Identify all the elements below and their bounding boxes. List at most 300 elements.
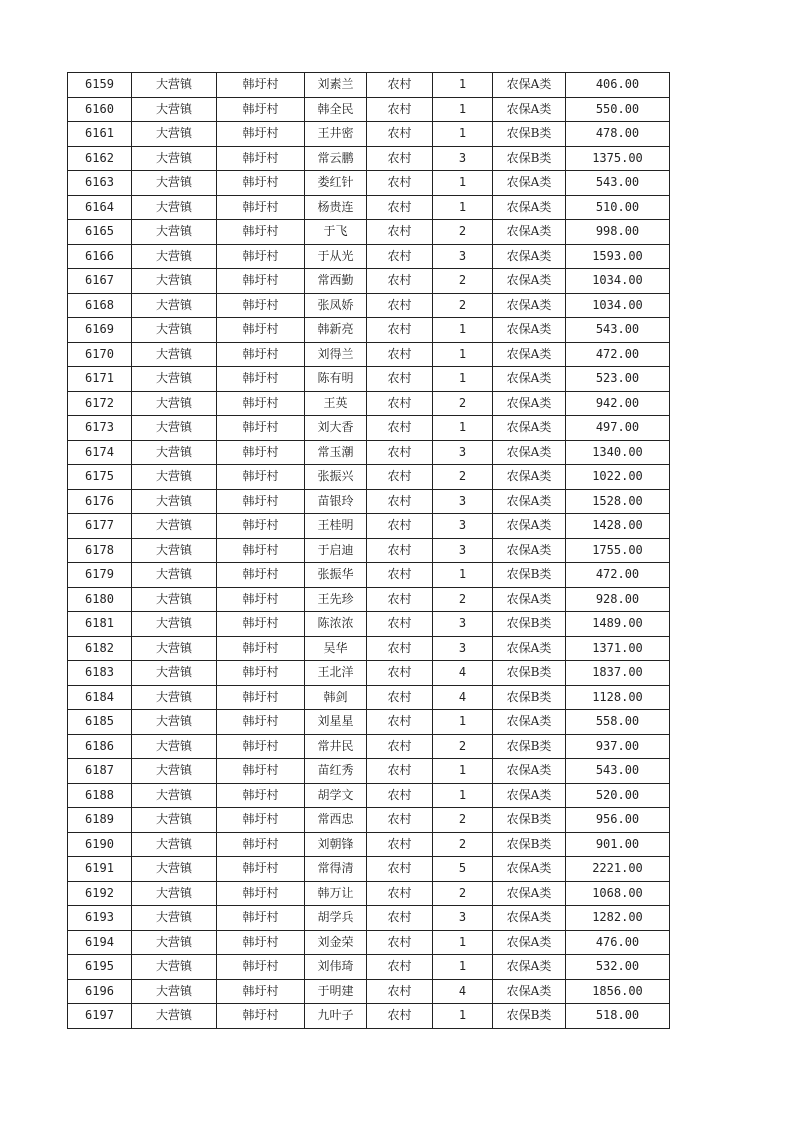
cell-person-name: 韩全民 bbox=[305, 97, 367, 122]
cell-area-type: 农村 bbox=[367, 538, 433, 563]
table-row bbox=[68, 269, 670, 294]
cell-person-name: 于从光 bbox=[305, 244, 367, 269]
cell-household-count: 1 bbox=[433, 416, 493, 441]
table-row bbox=[68, 514, 670, 539]
cell-amount: 520.00 bbox=[566, 783, 670, 808]
cell-amount: 1282.00 bbox=[566, 906, 670, 931]
cell-household-count: 1 bbox=[433, 367, 493, 392]
cell-serial-number: 6163 bbox=[68, 171, 132, 196]
table-row bbox=[68, 734, 670, 759]
cell-household-count: 2 bbox=[433, 808, 493, 833]
cell-insurance-category: 农保A类 bbox=[493, 391, 566, 416]
cell-serial-number: 6177 bbox=[68, 514, 132, 539]
cell-town: 大营镇 bbox=[132, 734, 217, 759]
cell-insurance-category: 农保B类 bbox=[493, 685, 566, 710]
cell-village: 韩圩村 bbox=[217, 269, 305, 294]
cell-area-type: 农村 bbox=[367, 1004, 433, 1029]
cell-area-type: 农村 bbox=[367, 391, 433, 416]
table-row bbox=[68, 857, 670, 882]
cell-amount: 901.00 bbox=[566, 832, 670, 857]
cell-area-type: 农村 bbox=[367, 367, 433, 392]
cell-town: 大营镇 bbox=[132, 930, 217, 955]
cell-area-type: 农村 bbox=[367, 783, 433, 808]
cell-area-type: 农村 bbox=[367, 171, 433, 196]
table-row bbox=[68, 293, 670, 318]
cell-serial-number: 6183 bbox=[68, 661, 132, 686]
cell-town: 大营镇 bbox=[132, 710, 217, 735]
cell-person-name: 陈浓浓 bbox=[305, 612, 367, 637]
cell-person-name: 刘星星 bbox=[305, 710, 367, 735]
cell-insurance-category: 农保B类 bbox=[493, 808, 566, 833]
cell-serial-number: 6167 bbox=[68, 269, 132, 294]
table-row bbox=[68, 783, 670, 808]
cell-insurance-category: 农保A类 bbox=[493, 514, 566, 539]
cell-town: 大营镇 bbox=[132, 269, 217, 294]
cell-household-count: 5 bbox=[433, 857, 493, 882]
cell-area-type: 农村 bbox=[367, 465, 433, 490]
cell-insurance-category: 农保A类 bbox=[493, 587, 566, 612]
cell-village: 韩圩村 bbox=[217, 612, 305, 637]
cell-person-name: 刘大香 bbox=[305, 416, 367, 441]
cell-town: 大营镇 bbox=[132, 979, 217, 1004]
cell-insurance-category: 农保A类 bbox=[493, 97, 566, 122]
cell-area-type: 农村 bbox=[367, 661, 433, 686]
cell-amount: 472.00 bbox=[566, 563, 670, 588]
cell-person-name: 刘素兰 bbox=[305, 73, 367, 98]
table-row bbox=[68, 416, 670, 441]
cell-insurance-category: 农保A类 bbox=[493, 759, 566, 784]
cell-serial-number: 6165 bbox=[68, 220, 132, 245]
cell-serial-number: 6191 bbox=[68, 857, 132, 882]
cell-insurance-category: 农保B类 bbox=[493, 1004, 566, 1029]
cell-amount: 510.00 bbox=[566, 195, 670, 220]
cell-person-name: 常西勤 bbox=[305, 269, 367, 294]
cell-town: 大营镇 bbox=[132, 514, 217, 539]
cell-area-type: 农村 bbox=[367, 636, 433, 661]
cell-town: 大营镇 bbox=[132, 293, 217, 318]
cell-serial-number: 6170 bbox=[68, 342, 132, 367]
cell-person-name: 常井民 bbox=[305, 734, 367, 759]
cell-insurance-category: 农保A类 bbox=[493, 930, 566, 955]
cell-town: 大营镇 bbox=[132, 783, 217, 808]
cell-area-type: 农村 bbox=[367, 710, 433, 735]
cell-village: 韩圩村 bbox=[217, 685, 305, 710]
cell-area-type: 农村 bbox=[367, 979, 433, 1004]
cell-insurance-category: 农保A类 bbox=[493, 979, 566, 1004]
cell-household-count: 4 bbox=[433, 661, 493, 686]
cell-person-name: 王北洋 bbox=[305, 661, 367, 686]
cell-village: 韩圩村 bbox=[217, 563, 305, 588]
cell-amount: 998.00 bbox=[566, 220, 670, 245]
cell-amount: 558.00 bbox=[566, 710, 670, 735]
cell-person-name: 常得清 bbox=[305, 857, 367, 882]
cell-amount: 406.00 bbox=[566, 73, 670, 98]
records-table-body bbox=[68, 73, 670, 1029]
cell-town: 大营镇 bbox=[132, 489, 217, 514]
table-row bbox=[68, 122, 670, 147]
cell-amount: 1428.00 bbox=[566, 514, 670, 539]
cell-village: 韩圩村 bbox=[217, 832, 305, 857]
cell-insurance-category: 农保A类 bbox=[493, 244, 566, 269]
cell-amount: 478.00 bbox=[566, 122, 670, 147]
cell-serial-number: 6178 bbox=[68, 538, 132, 563]
cell-amount: 2221.00 bbox=[566, 857, 670, 882]
cell-insurance-category: 农保B类 bbox=[493, 661, 566, 686]
cell-amount: 928.00 bbox=[566, 587, 670, 612]
cell-household-count: 2 bbox=[433, 587, 493, 612]
cell-person-name: 王桂明 bbox=[305, 514, 367, 539]
cell-amount: 476.00 bbox=[566, 930, 670, 955]
cell-town: 大营镇 bbox=[132, 636, 217, 661]
cell-area-type: 农村 bbox=[367, 318, 433, 343]
cell-town: 大营镇 bbox=[132, 146, 217, 171]
cell-village: 韩圩村 bbox=[217, 514, 305, 539]
table-row bbox=[68, 318, 670, 343]
cell-serial-number: 6168 bbox=[68, 293, 132, 318]
cell-serial-number: 6172 bbox=[68, 391, 132, 416]
cell-person-name: 刘得兰 bbox=[305, 342, 367, 367]
cell-household-count: 3 bbox=[433, 440, 493, 465]
table-row bbox=[68, 808, 670, 833]
cell-area-type: 农村 bbox=[367, 857, 433, 882]
cell-village: 韩圩村 bbox=[217, 759, 305, 784]
table-row bbox=[68, 685, 670, 710]
cell-insurance-category: 农保A类 bbox=[493, 955, 566, 980]
cell-person-name: 九叶子 bbox=[305, 1004, 367, 1029]
table-row bbox=[68, 1004, 670, 1029]
cell-village: 韩圩村 bbox=[217, 318, 305, 343]
cell-household-count: 1 bbox=[433, 930, 493, 955]
cell-area-type: 农村 bbox=[367, 881, 433, 906]
cell-household-count: 1 bbox=[433, 710, 493, 735]
records-table bbox=[67, 72, 670, 1029]
cell-insurance-category: 农保A类 bbox=[493, 857, 566, 882]
cell-person-name: 王英 bbox=[305, 391, 367, 416]
cell-person-name: 刘金荣 bbox=[305, 930, 367, 955]
cell-insurance-category: 农保A类 bbox=[493, 636, 566, 661]
cell-household-count: 4 bbox=[433, 979, 493, 1004]
cell-amount: 1022.00 bbox=[566, 465, 670, 490]
cell-insurance-category: 农保B类 bbox=[493, 146, 566, 171]
cell-area-type: 农村 bbox=[367, 563, 433, 588]
cell-person-name: 娄红针 bbox=[305, 171, 367, 196]
table-row bbox=[68, 220, 670, 245]
cell-town: 大营镇 bbox=[132, 538, 217, 563]
table-row bbox=[68, 367, 670, 392]
cell-village: 韩圩村 bbox=[217, 1004, 305, 1029]
cell-amount: 956.00 bbox=[566, 808, 670, 833]
table-row bbox=[68, 955, 670, 980]
table-row bbox=[68, 146, 670, 171]
cell-insurance-category: 农保B类 bbox=[493, 563, 566, 588]
cell-household-count: 3 bbox=[433, 146, 493, 171]
cell-person-name: 陈有明 bbox=[305, 367, 367, 392]
cell-household-count: 1 bbox=[433, 318, 493, 343]
cell-serial-number: 6190 bbox=[68, 832, 132, 857]
cell-village: 韩圩村 bbox=[217, 416, 305, 441]
cell-village: 韩圩村 bbox=[217, 122, 305, 147]
cell-village: 韩圩村 bbox=[217, 783, 305, 808]
cell-insurance-category: 农保B类 bbox=[493, 832, 566, 857]
cell-insurance-category: 农保A类 bbox=[493, 538, 566, 563]
cell-household-count: 1 bbox=[433, 783, 493, 808]
cell-person-name: 韩剑 bbox=[305, 685, 367, 710]
cell-village: 韩圩村 bbox=[217, 220, 305, 245]
table-row bbox=[68, 979, 670, 1004]
cell-area-type: 农村 bbox=[367, 734, 433, 759]
cell-household-count: 1 bbox=[433, 73, 493, 98]
cell-amount: 1375.00 bbox=[566, 146, 670, 171]
cell-area-type: 农村 bbox=[367, 489, 433, 514]
cell-area-type: 农村 bbox=[367, 906, 433, 931]
cell-town: 大营镇 bbox=[132, 808, 217, 833]
table-row bbox=[68, 489, 670, 514]
cell-village: 韩圩村 bbox=[217, 955, 305, 980]
cell-household-count: 1 bbox=[433, 122, 493, 147]
cell-person-name: 韩万让 bbox=[305, 881, 367, 906]
cell-area-type: 农村 bbox=[367, 122, 433, 147]
cell-household-count: 2 bbox=[433, 391, 493, 416]
cell-town: 大营镇 bbox=[132, 244, 217, 269]
cell-person-name: 于启迪 bbox=[305, 538, 367, 563]
table-row bbox=[68, 710, 670, 735]
cell-village: 韩圩村 bbox=[217, 391, 305, 416]
cell-person-name: 胡学文 bbox=[305, 783, 367, 808]
cell-household-count: 2 bbox=[433, 465, 493, 490]
cell-area-type: 农村 bbox=[367, 244, 433, 269]
cell-amount: 543.00 bbox=[566, 171, 670, 196]
table-row bbox=[68, 661, 670, 686]
table-row bbox=[68, 171, 670, 196]
cell-serial-number: 6169 bbox=[68, 318, 132, 343]
cell-serial-number: 6161 bbox=[68, 122, 132, 147]
cell-amount: 1528.00 bbox=[566, 489, 670, 514]
cell-amount: 1068.00 bbox=[566, 881, 670, 906]
table-row bbox=[68, 881, 670, 906]
cell-town: 大营镇 bbox=[132, 661, 217, 686]
cell-area-type: 农村 bbox=[367, 195, 433, 220]
cell-town: 大营镇 bbox=[132, 220, 217, 245]
cell-person-name: 常西忠 bbox=[305, 808, 367, 833]
cell-area-type: 农村 bbox=[367, 416, 433, 441]
cell-amount: 1755.00 bbox=[566, 538, 670, 563]
cell-person-name: 苗红秀 bbox=[305, 759, 367, 784]
cell-amount: 1340.00 bbox=[566, 440, 670, 465]
cell-town: 大营镇 bbox=[132, 1004, 217, 1029]
cell-town: 大营镇 bbox=[132, 391, 217, 416]
cell-town: 大营镇 bbox=[132, 881, 217, 906]
cell-area-type: 农村 bbox=[367, 440, 433, 465]
cell-insurance-category: 农保A类 bbox=[493, 171, 566, 196]
cell-serial-number: 6180 bbox=[68, 587, 132, 612]
cell-person-name: 杨贵连 bbox=[305, 195, 367, 220]
cell-serial-number: 6197 bbox=[68, 1004, 132, 1029]
cell-amount: 942.00 bbox=[566, 391, 670, 416]
table-row bbox=[68, 587, 670, 612]
cell-serial-number: 6184 bbox=[68, 685, 132, 710]
cell-area-type: 农村 bbox=[367, 587, 433, 612]
cell-serial-number: 6174 bbox=[68, 440, 132, 465]
cell-household-count: 1 bbox=[433, 342, 493, 367]
cell-town: 大营镇 bbox=[132, 73, 217, 98]
cell-area-type: 农村 bbox=[367, 73, 433, 98]
cell-town: 大营镇 bbox=[132, 563, 217, 588]
cell-household-count: 3 bbox=[433, 636, 493, 661]
cell-amount: 1856.00 bbox=[566, 979, 670, 1004]
cell-amount: 1034.00 bbox=[566, 269, 670, 294]
cell-village: 韩圩村 bbox=[217, 636, 305, 661]
cell-household-count: 2 bbox=[433, 220, 493, 245]
cell-insurance-category: 农保B类 bbox=[493, 612, 566, 637]
cell-town: 大营镇 bbox=[132, 342, 217, 367]
table-row bbox=[68, 97, 670, 122]
cell-insurance-category: 农保B类 bbox=[493, 122, 566, 147]
cell-insurance-category: 农保A类 bbox=[493, 710, 566, 735]
cell-village: 韩圩村 bbox=[217, 930, 305, 955]
cell-amount: 523.00 bbox=[566, 367, 670, 392]
cell-person-name: 常云鹏 bbox=[305, 146, 367, 171]
cell-person-name: 王先珍 bbox=[305, 587, 367, 612]
cell-village: 韩圩村 bbox=[217, 97, 305, 122]
cell-amount: 550.00 bbox=[566, 97, 670, 122]
table-row bbox=[68, 930, 670, 955]
cell-village: 韩圩村 bbox=[217, 342, 305, 367]
table-row bbox=[68, 195, 670, 220]
cell-town: 大营镇 bbox=[132, 587, 217, 612]
cell-insurance-category: 农保A类 bbox=[493, 465, 566, 490]
cell-person-name: 吴华 bbox=[305, 636, 367, 661]
cell-amount: 1034.00 bbox=[566, 293, 670, 318]
cell-village: 韩圩村 bbox=[217, 587, 305, 612]
cell-serial-number: 6179 bbox=[68, 563, 132, 588]
cell-insurance-category: 农保A类 bbox=[493, 342, 566, 367]
cell-person-name: 于飞 bbox=[305, 220, 367, 245]
table-row bbox=[68, 391, 670, 416]
cell-amount: 1128.00 bbox=[566, 685, 670, 710]
cell-serial-number: 6192 bbox=[68, 881, 132, 906]
cell-area-type: 农村 bbox=[367, 759, 433, 784]
cell-person-name: 刘朝锋 bbox=[305, 832, 367, 857]
cell-town: 大营镇 bbox=[132, 612, 217, 637]
cell-village: 韩圩村 bbox=[217, 538, 305, 563]
cell-amount: 497.00 bbox=[566, 416, 670, 441]
cell-area-type: 农村 bbox=[367, 808, 433, 833]
cell-amount: 532.00 bbox=[566, 955, 670, 980]
table-row bbox=[68, 612, 670, 637]
cell-household-count: 1 bbox=[433, 955, 493, 980]
cell-town: 大营镇 bbox=[132, 465, 217, 490]
cell-amount: 1489.00 bbox=[566, 612, 670, 637]
cell-serial-number: 6196 bbox=[68, 979, 132, 1004]
cell-insurance-category: 农保A类 bbox=[493, 195, 566, 220]
cell-amount: 1371.00 bbox=[566, 636, 670, 661]
cell-household-count: 1 bbox=[433, 759, 493, 784]
cell-village: 韩圩村 bbox=[217, 195, 305, 220]
cell-serial-number: 6166 bbox=[68, 244, 132, 269]
cell-town: 大营镇 bbox=[132, 171, 217, 196]
cell-village: 韩圩村 bbox=[217, 367, 305, 392]
cell-insurance-category: 农保A类 bbox=[493, 367, 566, 392]
cell-serial-number: 6171 bbox=[68, 367, 132, 392]
cell-insurance-category: 农保A类 bbox=[493, 220, 566, 245]
table-row bbox=[68, 538, 670, 563]
cell-person-name: 刘伟琦 bbox=[305, 955, 367, 980]
cell-village: 韩圩村 bbox=[217, 146, 305, 171]
table-row bbox=[68, 563, 670, 588]
cell-village: 韩圩村 bbox=[217, 244, 305, 269]
cell-household-count: 3 bbox=[433, 612, 493, 637]
cell-area-type: 农村 bbox=[367, 930, 433, 955]
cell-household-count: 4 bbox=[433, 685, 493, 710]
cell-serial-number: 6188 bbox=[68, 783, 132, 808]
cell-insurance-category: 农保A类 bbox=[493, 906, 566, 931]
cell-insurance-category: 农保A类 bbox=[493, 318, 566, 343]
cell-area-type: 农村 bbox=[367, 97, 433, 122]
cell-amount: 937.00 bbox=[566, 734, 670, 759]
table-row bbox=[68, 832, 670, 857]
cell-town: 大营镇 bbox=[132, 416, 217, 441]
cell-household-count: 2 bbox=[433, 293, 493, 318]
cell-town: 大营镇 bbox=[132, 97, 217, 122]
table-row bbox=[68, 759, 670, 784]
cell-village: 韩圩村 bbox=[217, 440, 305, 465]
cell-person-name: 王井密 bbox=[305, 122, 367, 147]
cell-household-count: 2 bbox=[433, 881, 493, 906]
cell-household-count: 3 bbox=[433, 538, 493, 563]
cell-area-type: 农村 bbox=[367, 612, 433, 637]
cell-insurance-category: 农保A类 bbox=[493, 440, 566, 465]
cell-person-name: 胡学兵 bbox=[305, 906, 367, 931]
cell-person-name: 常玉潮 bbox=[305, 440, 367, 465]
cell-serial-number: 6195 bbox=[68, 955, 132, 980]
cell-insurance-category: 农保B类 bbox=[493, 734, 566, 759]
cell-household-count: 3 bbox=[433, 906, 493, 931]
cell-serial-number: 6187 bbox=[68, 759, 132, 784]
cell-insurance-category: 农保A类 bbox=[493, 269, 566, 294]
table-row bbox=[68, 440, 670, 465]
cell-person-name: 于明建 bbox=[305, 979, 367, 1004]
cell-area-type: 农村 bbox=[367, 685, 433, 710]
cell-household-count: 3 bbox=[433, 489, 493, 514]
cell-area-type: 农村 bbox=[367, 342, 433, 367]
cell-village: 韩圩村 bbox=[217, 734, 305, 759]
cell-area-type: 农村 bbox=[367, 146, 433, 171]
cell-serial-number: 6176 bbox=[68, 489, 132, 514]
cell-village: 韩圩村 bbox=[217, 293, 305, 318]
cell-area-type: 农村 bbox=[367, 514, 433, 539]
cell-serial-number: 6181 bbox=[68, 612, 132, 637]
cell-serial-number: 6189 bbox=[68, 808, 132, 833]
cell-household-count: 3 bbox=[433, 244, 493, 269]
cell-person-name: 苗银玲 bbox=[305, 489, 367, 514]
cell-household-count: 2 bbox=[433, 269, 493, 294]
cell-household-count: 1 bbox=[433, 171, 493, 196]
cell-area-type: 农村 bbox=[367, 220, 433, 245]
cell-insurance-category: 农保A类 bbox=[493, 73, 566, 98]
cell-serial-number: 6162 bbox=[68, 146, 132, 171]
cell-insurance-category: 农保A类 bbox=[493, 416, 566, 441]
cell-area-type: 农村 bbox=[367, 269, 433, 294]
cell-amount: 543.00 bbox=[566, 318, 670, 343]
table-row bbox=[68, 465, 670, 490]
cell-village: 韩圩村 bbox=[217, 661, 305, 686]
cell-town: 大营镇 bbox=[132, 367, 217, 392]
cell-household-count: 2 bbox=[433, 832, 493, 857]
cell-town: 大营镇 bbox=[132, 906, 217, 931]
cell-serial-number: 6159 bbox=[68, 73, 132, 98]
cell-town: 大营镇 bbox=[132, 832, 217, 857]
cell-insurance-category: 农保A类 bbox=[493, 783, 566, 808]
